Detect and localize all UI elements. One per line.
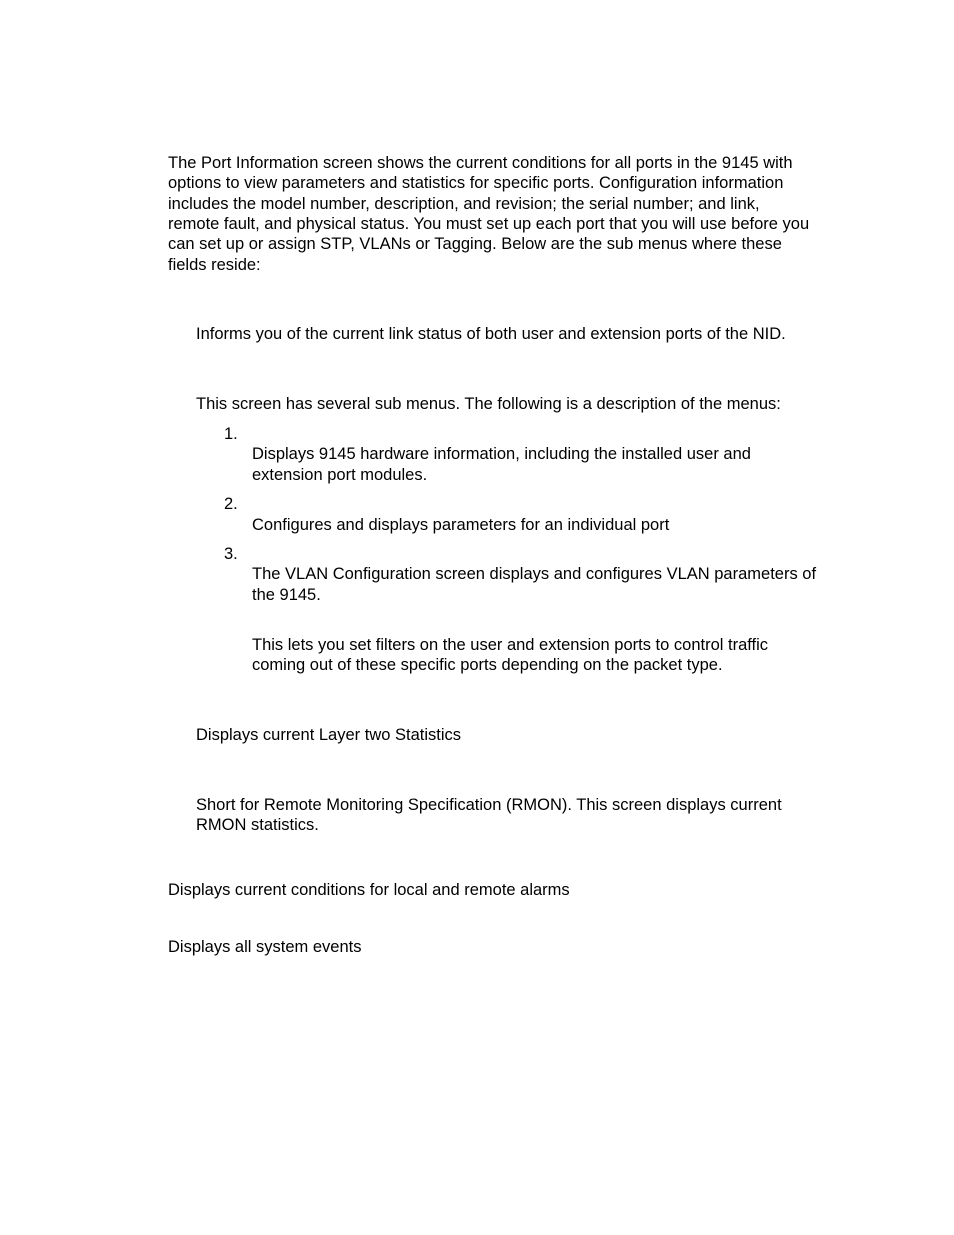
- rmon-line: RMON statistics.: [196, 816, 319, 834]
- list-item-text: This lets you set filters on the user and extension ports to control traffic: [252, 636, 769, 654]
- layer2-stats-description: Displays current Layer two Statistics: [196, 726, 462, 744]
- intro-line: remote fault, and physical status. You must set up each port that you will use before you: [168, 215, 810, 233]
- list-number: 2.: [224, 495, 238, 513]
- list-item-text: The VLAN Configuration screen displays and configures VLAN parameters of: [252, 565, 817, 583]
- intro-line: can set up or assign STP, VLANs or Tagging. Below are the sub menus where these: [168, 235, 782, 253]
- list-number: 3.: [224, 545, 238, 563]
- list-item-text: Displays 9145 hardware information, including the installed user and: [252, 445, 751, 463]
- rmon-line: Short for Remote Monitoring Specification (RMON). This screen displays current: [196, 796, 782, 814]
- intro-line: fields reside:: [168, 256, 261, 274]
- intro-line: includes the model number, description, and revision; the serial number; and link,: [168, 195, 760, 213]
- port-config-intro: This screen has several sub menus. The following is a description of the menus:: [196, 395, 781, 413]
- list-item-text: Configures and displays parameters for an individual port: [252, 516, 670, 534]
- events-description: Displays all system events: [168, 938, 362, 956]
- list-item-text: coming out of these specific ports depending on the packet type.: [252, 656, 723, 674]
- list-item-text: the 9145.: [252, 586, 321, 604]
- intro-line: options to view parameters and statistics for specific ports. Configuration information: [168, 174, 784, 192]
- list-number: 1.: [224, 425, 238, 443]
- link-status-description: Informs you of the current link status of both user and extension ports of the NID.: [196, 325, 786, 343]
- list-item-text: extension port modules.: [252, 466, 428, 484]
- intro-line: The Port Information screen shows the current conditions for all ports in the 9145 with: [168, 154, 793, 172]
- alarms-description: Displays current conditions for local and remote alarms: [168, 881, 570, 899]
